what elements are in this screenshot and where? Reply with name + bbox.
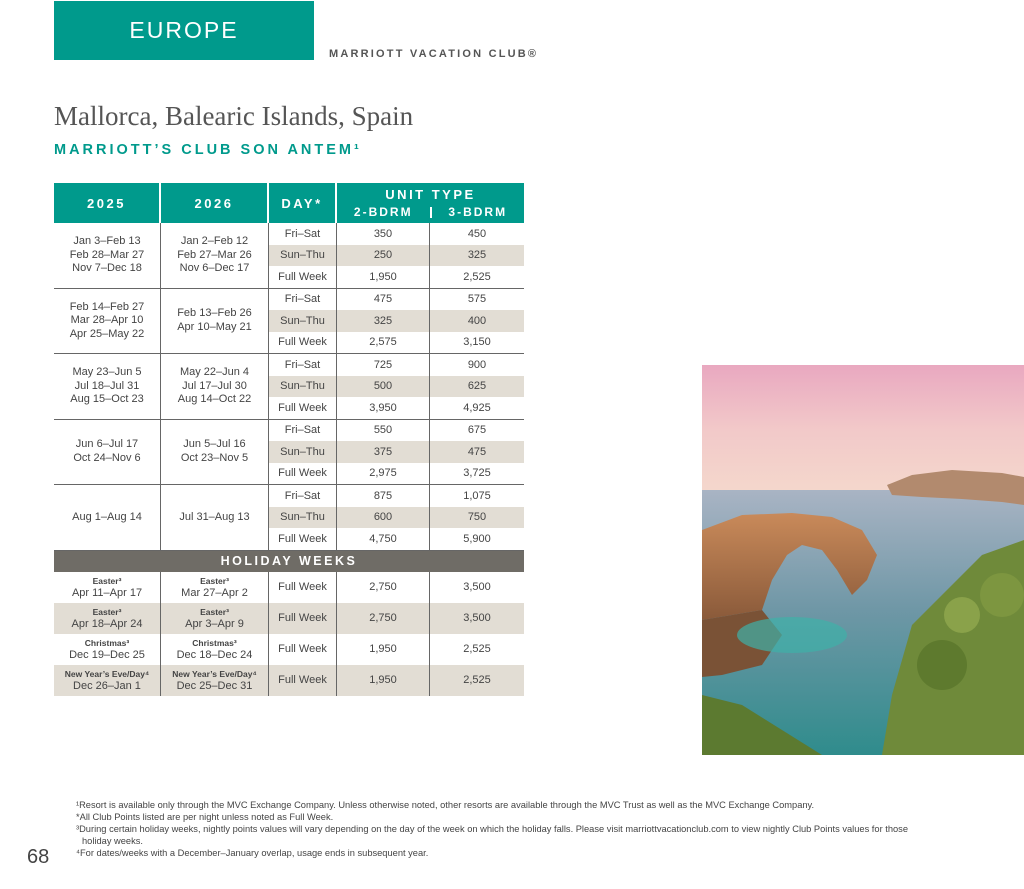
points-3bdrm: 3,500 (463, 612, 491, 624)
day-cell: Sun–Thu (269, 245, 337, 267)
date-range: Jul 31–Aug 13 (179, 510, 250, 523)
table-header (54, 183, 524, 223)
date-range: Jun 6–Jul 17 (75, 438, 139, 451)
table-row (269, 266, 524, 288)
holiday-name: Christmas³ (84, 638, 130, 648)
header-2bdrm: 2-BDRM (353, 205, 413, 219)
points-3bdrm: 450 (467, 227, 487, 240)
header-3bdrm: 3-BDRM (448, 205, 508, 219)
footnote: ⁴For dates/weeks with a December–January overlap, usage ends in subsequent year. (76, 848, 429, 858)
points-3bdrm: 750 (467, 511, 487, 524)
date-range: Jun 5–Jul 16 (183, 438, 246, 451)
points-2bdrm: 2,750 (337, 603, 430, 634)
day-cell: Full Week (269, 397, 337, 419)
footnote: *All Club Points listed are per night unless noted as Full Week. (76, 812, 334, 822)
date-range: Jan 2–Feb 12 (180, 235, 249, 247)
points-3bdrm: 625 (467, 380, 487, 393)
date-range: Aug 14–Oct 22 (177, 393, 252, 405)
holiday-dates: Dec 18–Dec 24 (176, 649, 253, 661)
dates-2025 (54, 223, 161, 288)
table-row (269, 420, 524, 442)
holiday-dates: Apr 3–Apr 9 (185, 618, 244, 630)
date-range: Nov 6–Dec 17 (179, 262, 250, 274)
location-title: Mallorca, Balearic Islands, Spain (54, 101, 414, 131)
points-3bdrm: 900 (467, 358, 487, 371)
season-group (54, 223, 524, 289)
points-table (54, 183, 524, 696)
day-cell: Fri–Sat (269, 354, 337, 376)
date-range: Feb 28–Mar 27 (69, 248, 145, 261)
points-rows (269, 289, 524, 354)
holiday-2026 (161, 665, 269, 696)
points-2bdrm: 725 (337, 354, 430, 376)
day-cell: Fri–Sat (269, 289, 337, 311)
points-2bdrm: 1,950 (337, 634, 430, 665)
date-range: Feb 14–Feb 27 (69, 300, 145, 313)
points-2bdrm: 550 (337, 420, 430, 442)
holiday-2026 (161, 603, 269, 634)
date-range: Mar 28–Apr 10 (70, 314, 144, 326)
holiday-name: New Year’s Eve/Day⁴ (64, 669, 150, 679)
dates-2026 (161, 289, 269, 354)
day-cell: Full Week (269, 266, 337, 288)
points-3bdrm: 475 (467, 445, 487, 458)
header-unit-type (337, 183, 524, 223)
points-3bdrm: 575 (467, 293, 487, 306)
footnote: ³During certain holiday weeks, nightly points values will vary depending on the day of the week on which the holiday falls. Please visit marriottvacationclub.com to view nightly Club Points values for those (76, 824, 908, 834)
table-row (269, 397, 524, 419)
season-group (54, 420, 524, 486)
points-3bdrm: 5,900 (463, 532, 491, 545)
points-3bdrm: 2,525 (463, 674, 491, 686)
holiday-weeks-heading: HOLIDAY WEEKS (54, 551, 524, 572)
table-row (269, 332, 524, 354)
brand-name: MARRIOTT VACATION CLUB® (329, 48, 539, 60)
dates-2025 (54, 354, 161, 419)
date-range: Apr 25–May 22 (69, 327, 145, 340)
day-cell: Full Week (269, 528, 337, 550)
points-2bdrm: 2,975 (337, 463, 430, 485)
table-row (269, 485, 524, 507)
holiday-row (54, 572, 524, 603)
holiday-2025 (54, 634, 161, 665)
footnote: holiday weeks. (82, 836, 143, 846)
dates-2026 (161, 354, 269, 419)
unit-type-label: UNIT TYPE (385, 187, 476, 202)
date-range: Apr 10–May 21 (177, 320, 252, 333)
day-cell: Full Week (269, 463, 337, 485)
holiday-row (54, 603, 524, 634)
points-2bdrm: 875 (337, 485, 430, 507)
date-range: May 23–Jun 5 (72, 366, 142, 378)
date-range: Oct 24–Nov 6 (73, 451, 141, 464)
footnote: ¹Resort is available only through the MVC Exchange Company. Unless otherwise noted, other resorts are available through the MVC Trust as well as the MVC Exchange Company. (76, 800, 815, 810)
dates-2026 (161, 223, 269, 288)
table-row (269, 507, 524, 529)
holiday-dates: Dec 19–Dec 25 (69, 649, 145, 661)
season-group (54, 485, 524, 551)
dates-2025 (54, 420, 161, 485)
points-2bdrm: 4,750 (337, 528, 430, 550)
page-number: 68 (27, 846, 50, 868)
points-3bdrm: 2,525 (463, 270, 491, 283)
day-cell: Fri–Sat (269, 420, 337, 442)
points-2bdrm: 1,950 (337, 665, 430, 696)
date-range: Nov 7–Dec 18 (72, 262, 142, 274)
points-2bdrm: 350 (337, 223, 430, 245)
date-range: Feb 27–Mar 26 (177, 248, 252, 261)
region-tab: EUROPE (54, 1, 314, 60)
table-row (269, 289, 524, 311)
holiday-2025 (54, 665, 161, 696)
table-row (269, 463, 524, 485)
day-cell: Full Week (269, 665, 337, 696)
holiday-name: Easter³ (92, 576, 122, 586)
date-range: Aug 15–Oct 23 (70, 393, 144, 405)
dates-2025 (54, 289, 161, 354)
points-2bdrm: 1,950 (337, 266, 430, 288)
table-row (269, 310, 524, 332)
points-rows (269, 420, 524, 485)
points-3bdrm: 2,525 (463, 643, 491, 655)
holiday-dates: Mar 27–Apr 2 (181, 587, 248, 599)
date-range: Jan 3–Feb 13 (73, 235, 141, 247)
holiday-dates: Dec 25–Dec 31 (176, 680, 253, 692)
day-cell: Full Week (269, 603, 337, 634)
date-range: Jul 18–Jul 31 (74, 379, 140, 392)
date-range: May 22–Jun 4 (179, 366, 250, 378)
holiday-2026 (161, 572, 269, 603)
day-cell: Sun–Thu (269, 310, 337, 332)
holiday-name: Easter³ (92, 607, 122, 617)
header-2025: 2025 (54, 183, 161, 223)
season-group (54, 289, 524, 355)
header-2026: 2026 (161, 183, 269, 223)
dates-2026 (161, 485, 269, 550)
points-2bdrm: 2,575 (337, 332, 430, 354)
points-2bdrm: 3,950 (337, 397, 430, 419)
dates-2025 (54, 485, 161, 550)
table-row (269, 223, 524, 245)
points-3bdrm: 3,725 (463, 467, 491, 480)
holiday-name: New Year’s Eve/Day⁴ (172, 669, 257, 679)
points-3bdrm: 3,150 (463, 336, 491, 349)
date-range: Aug 1–Aug 14 (72, 510, 142, 523)
points-3bdrm: 675 (467, 424, 487, 437)
date-range: Oct 23–Nov 5 (180, 451, 249, 464)
points-2bdrm: 2,750 (337, 572, 430, 603)
day-cell: Sun–Thu (269, 376, 337, 398)
day-cell: Fri–Sat (269, 223, 337, 245)
coastal-arch-photo (702, 365, 1024, 755)
holiday-dates: Apr 18–Apr 24 (71, 618, 143, 630)
holiday-dates: Dec 26–Jan 1 (73, 680, 141, 692)
holiday-row (54, 634, 524, 665)
date-range: Feb 13–Feb 26 (177, 307, 252, 320)
points-rows (269, 354, 524, 419)
holiday-name: Easter³ (200, 576, 229, 586)
holiday-2025 (54, 572, 161, 603)
day-cell: Full Week (269, 634, 337, 665)
holiday-row (54, 665, 524, 696)
points-2bdrm: 475 (337, 289, 430, 311)
table-row (269, 354, 524, 376)
season-group (54, 354, 524, 420)
holiday-2026 (161, 634, 269, 665)
table-row (269, 528, 524, 550)
points-3bdrm: 325 (467, 249, 487, 262)
header-day: DAY* (269, 183, 337, 223)
points-2bdrm: 500 (337, 376, 430, 398)
table-row (269, 441, 524, 463)
points-3bdrm: 1,075 (463, 489, 491, 502)
points-3bdrm: 3,500 (463, 581, 491, 593)
footnotes (76, 799, 956, 859)
points-2bdrm: 250 (337, 245, 430, 267)
table-row (269, 245, 524, 267)
day-cell: Fri–Sat (269, 485, 337, 507)
day-cell: Full Week (269, 572, 337, 603)
dates-2026 (161, 420, 269, 485)
holiday-name: Easter³ (200, 607, 229, 617)
points-2bdrm: 600 (337, 507, 430, 529)
day-cell: Sun–Thu (269, 507, 337, 529)
day-cell: Full Week (269, 332, 337, 354)
points-rows (269, 223, 524, 288)
holiday-2025 (54, 603, 161, 634)
points-2bdrm: 375 (337, 441, 430, 463)
date-range: Jul 17–Jul 30 (182, 379, 247, 392)
points-rows (269, 485, 524, 550)
day-cell: Sun–Thu (269, 441, 337, 463)
points-2bdrm: 325 (337, 310, 430, 332)
holiday-name: Christmas³ (192, 638, 237, 648)
points-3bdrm: 4,925 (463, 401, 491, 414)
holiday-dates: Apr 11–Apr 17 (71, 587, 143, 599)
table-row (269, 376, 524, 398)
points-3bdrm: 400 (467, 314, 487, 327)
resort-name: MARRIOTT’S CLUB SON ANTEM¹ (54, 142, 362, 158)
